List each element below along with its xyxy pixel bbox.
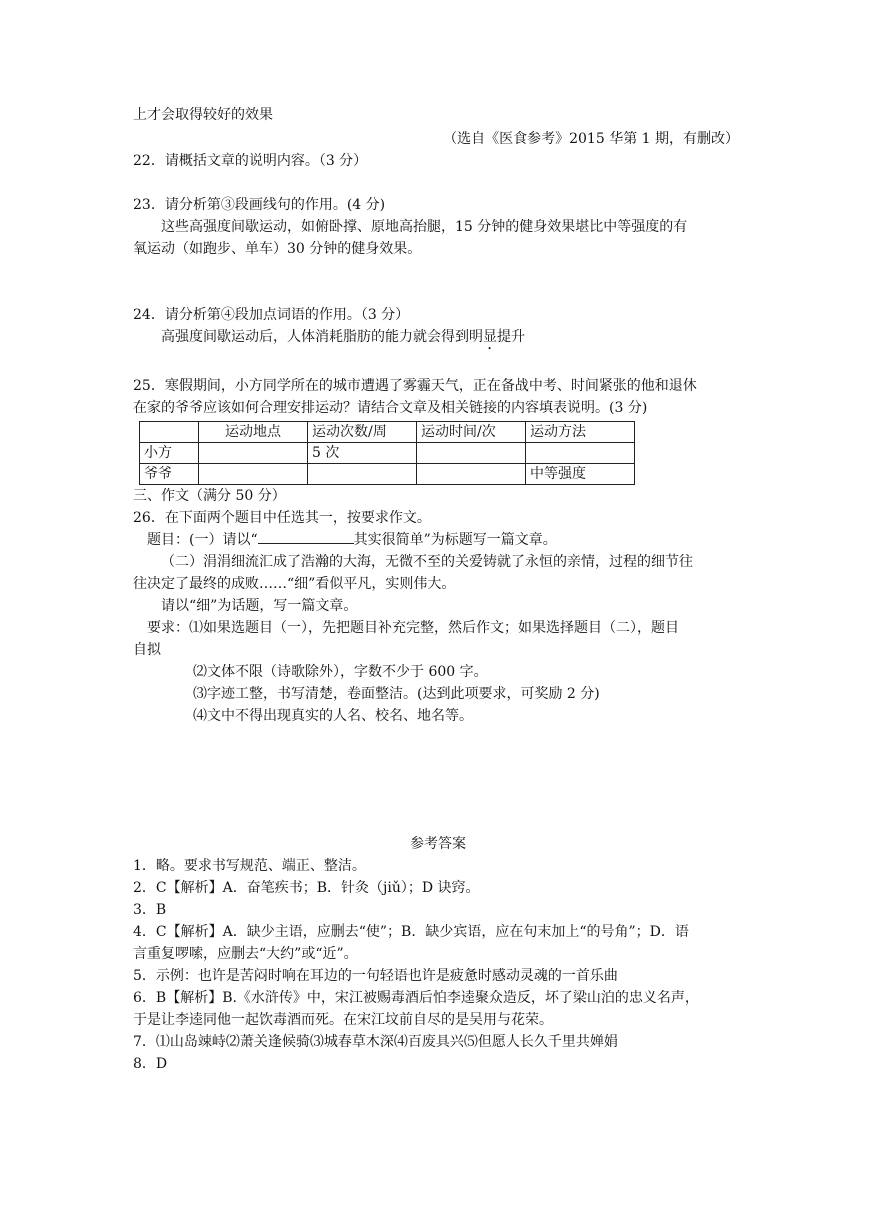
question-24-quote [133,326,743,353]
table-header-cell: 运动次数/周 [308,422,417,443]
question-26: 26．在下面两个题目中任选其一，按要求作文。 [133,510,431,526]
answer-line: 2．C【解析】A．奋笔疾书；B．针灸（jiǔ）；D 诀窍。 [133,880,480,896]
table-cell: 中等强度 [526,464,635,485]
continued-line: 上才会取得较好的效果 [133,107,273,123]
answer-line: 4．C【解析】A．缺少主语，应删去“使”；B．缺少宾语，应在句末加上“的号角”；D．语 [133,924,689,940]
source-note: （选自《医食参考》2015 华第 1 期，有删改） [443,131,739,147]
exercise-table [139,421,635,485]
answer-line: 1．略。要求书写规范、端正、整洁。 [133,858,366,874]
table-cell: 5 次 [308,443,417,464]
title-blank [258,529,354,544]
table-cell [199,464,308,485]
question-22: 22．请概括文章的说明内容。（3 分） [133,153,368,169]
quote-pre: 高强度间歇运动后，人体消耗脂肪的能力就会得到明 [161,329,483,345]
answer-line: 5．示例：也许是苦闷时响在耳边的一句轻语也许是疲惫时感动灵魂的一首乐曲 [133,968,618,984]
table-header-cell: 运动地点 [199,422,308,443]
table-row [140,464,635,485]
section-3-heading: 三、作文（满分 50 分） [133,488,286,504]
requirement-1: 要求：⑴如果选题目（一），先把题目补充完整，然后作文；如果选择题目（二），题目 [147,620,679,636]
requirement-3: ⑶字迹工整，书写清楚，卷面整洁。(达到此项要求，可奖励 2 分) [193,686,600,702]
answer-line: 言重复啰嗦，应删去“大约”或“近”。 [133,946,358,962]
quote-post: 提升 [497,329,525,345]
question-24: 24．请分析第④段加点词语的作用。（3 分） [133,307,410,323]
answers-title: 参考答案 [410,836,466,852]
topic-2-line-1: （二）涓涓细流汇成了浩瀚的大海，无微不至的关爱铸就了永恒的亲情，过程的细节往 [161,554,693,570]
table-row [140,443,635,464]
table-header-row [140,422,635,443]
topic-2-line-3: 请以“细”为话题，写一篇文章。 [161,598,358,614]
table-cell [417,443,526,464]
table-cell: 爷爷 [140,464,199,485]
table-cell [199,443,308,464]
table-cell [308,464,417,485]
question-23-quote-line-1: 这些高强度间歇运动，如俯卧撑、原地高抬腿，15 分钟的健身效果堪比中等强度的有 [161,219,688,235]
answer-line: 6．B【解析】B.《水浒传》中，宋江被赐毒酒后怕李逵聚众造反，坏了梁山泊的忠义名声， [133,990,699,1006]
requirement-1-cont: 自拟 [133,642,161,658]
answer-line: 于是让李逵同他一起饮毒酒而死。在宋江坟前自尽的是吴用与花荣。 [133,1012,553,1028]
dotted-word: 显 [483,329,497,345]
question-23-quote-line-2: 氧运动（如跑步、单车）30 分钟的健身效果。 [133,241,422,257]
table-cell: 小方 [140,443,199,464]
table-header-cell: 运动方法 [526,422,635,443]
topic-1-pre: 题目：(一）请以“ [147,532,258,548]
table-cell [417,464,526,485]
table-header-cell [140,422,199,443]
answer-line: 7．⑴山岛竦峙⑵萧关逢候骑⑶城春草木深⑷百废具兴⑸但愿人长久千里共婵娟 [133,1034,618,1050]
table-cell [526,443,635,464]
answer-line: 3．B [133,902,167,918]
question-25-line-1: 25．寒假期间，小方同学所在的城市遭遇了雾霾天气，正在备战中考、时间紧张的他和退休 [133,378,697,394]
table-header-cell: 运动时间/次 [417,422,526,443]
question-23: 23．请分析第③段画线句的作用。(4 分) [133,197,386,213]
requirement-2: ⑵文体不限（诗歌除外），字数不少于 600 字。 [193,664,488,680]
topic-1-post: 其实很简单”为标题写一篇文章。 [353,532,557,548]
answer-line: 8．D [133,1056,168,1072]
exam-page [133,104,743,1075]
requirement-4: ⑷文中不得出现真实的人名、校名、地名等。 [193,708,473,724]
topic-1 [133,529,743,551]
question-25-line-2: 在家的爷爷应该如何合理安排运动？请结合文章及相关链接的内容填表说明。(3 分) [133,400,648,416]
topic-2-line-2: 往决定了最终的成败……“细”看似平凡，实则伟大。 [133,576,456,592]
